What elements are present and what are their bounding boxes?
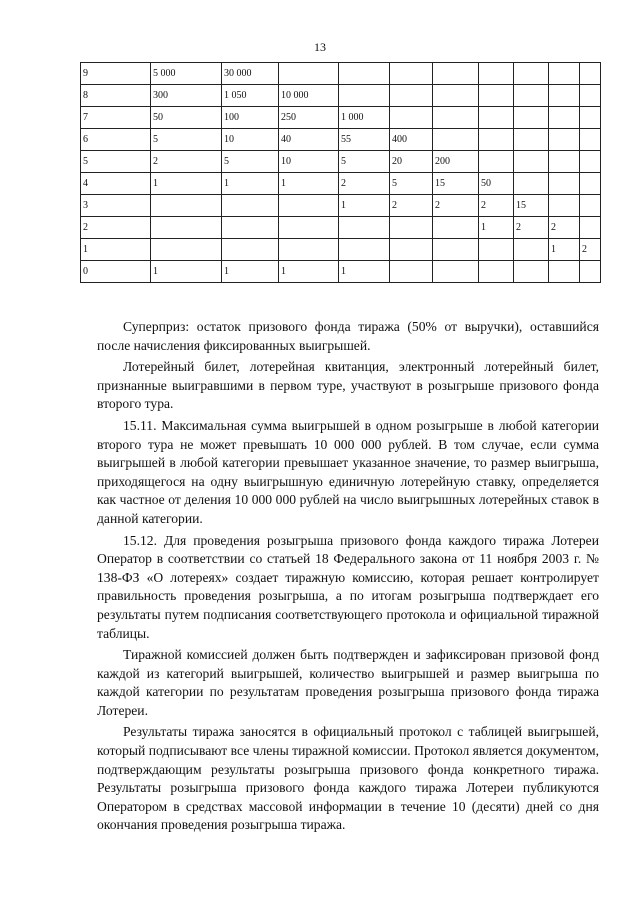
table-cell [549,261,580,283]
table-cell: 100 [222,107,279,129]
table-cell: 30 000 [222,63,279,85]
table-cell: 8 [81,85,151,107]
table-cell [580,63,601,85]
table-cell: 9 [81,63,151,85]
table-cell [549,151,580,173]
table-cell: 7 [81,107,151,129]
table-row [81,63,601,85]
table-cell [279,63,339,85]
table-cell [514,173,549,195]
table-cell: 300 [151,85,222,107]
table-cell: 2 [433,195,479,217]
table-row [81,261,601,283]
paragraph: 15.12. Для проведения розыгрыша призового фонда каждого тиража Лотереи Оператор в соответствии со статьей 18 Федерального закона от 11 ноября 2003 г. № 138-ФЗ «О лотереях» создает тиражную комиссию, которая решает контролирует правильность проведения розыгрыша, а по итогам розыгрыша подтверждает его результаты путем подписания соответствующего протокола и официальной тиражной таблицы. [97,532,599,641]
table-cell: 15 [514,195,549,217]
table-cell [433,261,479,283]
table-cell: 1 000 [339,107,390,129]
table-cell [514,151,549,173]
table-cell: 15 [433,173,479,195]
table-cell [433,217,479,239]
table-row [81,151,601,173]
paragraph: 15.11. Максимальная сумма выигрышей в одном розыгрыше в любой категории второго тура не может превышать 10 000 000 рублей. В том случае, если сумма выигрышей в любой категории превышает указанное значение, то размер выигрыша, приходящегося на одну выигрышную единичную лотерейную ставку, определяется как частное от деления 10 000 000 рублей на число выигрышных лотерейных ставок в данной категории. [97,417,599,526]
table-cell [479,107,514,129]
table-cell: 55 [339,129,390,151]
table-cell: 50 [151,107,222,129]
table-cell [433,63,479,85]
table-cell: 1 [151,173,222,195]
table-cell [433,85,479,107]
body-text [97,318,599,838]
paragraph: Результаты тиража заносятся в официальный протокол с таблицей выигрышей, который подписывают все члены тиражной комиссии. Протокол является документом, подтверждающим результаты розыгрыша призового фонда конкретного тиража. Результаты розыгрыша призового фонда каждого тиража Лотереи публикуются Оператором в средствах массовой информации в течение 10 (десяти) дней со дня окончания проведения розыгрыша тиража. [97,724,599,833]
table-cell: 1 [279,261,339,283]
prize-table [80,62,601,283]
table-cell [549,129,580,151]
table-cell [433,129,479,151]
table-cell: 5 [222,151,279,173]
table-cell [279,195,339,217]
table-row [81,129,601,151]
table-cell: 40 [279,129,339,151]
table-cell [514,239,549,261]
table-cell: 2 [580,239,601,261]
table-cell [580,195,601,217]
table-cell: 10 000 [279,85,339,107]
table-cell: 1 [339,195,390,217]
table-cell: 1 [339,261,390,283]
table-row [81,85,601,107]
paragraph: Суперприз: остаток призового фонда тиража (50% от выручки), оставшийся после начисления фиксированных выигрышей. [97,319,599,353]
table-cell: 20 [390,151,433,173]
table-cell [580,151,601,173]
table-cell [339,63,390,85]
table-cell: 2 [151,151,222,173]
table-cell [339,239,390,261]
table-cell: 3 [81,195,151,217]
table-cell: 5 [81,151,151,173]
table-cell [479,129,514,151]
table-cell: 5 [339,151,390,173]
table-cell [549,107,580,129]
table-cell [222,217,279,239]
table-cell [549,173,580,195]
table-cell: 10 [279,151,339,173]
table-cell: 2 [479,195,514,217]
table-cell [514,129,549,151]
table-cell: 5 [151,129,222,151]
table-cell: 50 [479,173,514,195]
table-cell [514,261,549,283]
table-cell: 0 [81,261,151,283]
table-cell: 10 [222,129,279,151]
table-cell: 1 [279,173,339,195]
table-cell [222,195,279,217]
table-cell [390,239,433,261]
table-row [81,195,601,217]
table-cell [279,217,339,239]
table-cell [514,107,549,129]
table-cell: 5 000 [151,63,222,85]
table-cell [580,129,601,151]
table-cell [580,217,601,239]
table-row [81,217,601,239]
table-cell: 250 [279,107,339,129]
table-cell [390,63,433,85]
table-cell [479,63,514,85]
table-cell [514,85,549,107]
table-cell [580,261,601,283]
table-cell [479,85,514,107]
table-cell [151,195,222,217]
table-cell: 2 [339,173,390,195]
table-cell [479,261,514,283]
table-cell: 1 [151,261,222,283]
paragraph: Тиражной комиссией должен быть подтвержден и зафиксирован призовой фонд каждой из категорий выигрышей, количество выигрышей и размер выигрыша по каждой категории по результатам проведения розыгрыша призового фонда тиража Лотереи. [97,647,599,718]
table-cell: 2 [81,217,151,239]
table-row [81,107,601,129]
table-cell: 400 [390,129,433,151]
table-cell: 1 [222,261,279,283]
table-cell: 6 [81,129,151,151]
table-cell [390,107,433,129]
table-cell [549,195,580,217]
table-cell [151,217,222,239]
table-cell [580,107,601,129]
table-row [81,239,601,261]
table-cell [151,239,222,261]
page-number: 13 [314,40,326,54]
table-cell [390,217,433,239]
table-cell [549,85,580,107]
table-cell: 4 [81,173,151,195]
table-cell [580,85,601,107]
table-cell: 1 [479,217,514,239]
table-cell: 1 [549,239,580,261]
table-cell: 2 [514,217,549,239]
table-cell: 1 [222,173,279,195]
table-cell: 200 [433,151,479,173]
table-cell: 1 050 [222,85,279,107]
table-cell [479,151,514,173]
table-cell [390,85,433,107]
table-cell [390,261,433,283]
table-cell [580,173,601,195]
table-cell [339,217,390,239]
table-cell: 1 [81,239,151,261]
table-cell [279,239,339,261]
table-cell [514,63,549,85]
table-cell: 5 [390,173,433,195]
paragraph: Лотерейный билет, лотерейная квитанция, электронный лотерейный билет, признанные выигравшими в первом туре, участвуют в розыгрыше призового фонда второго тура. [97,359,599,412]
table-cell [549,63,580,85]
table-row [81,173,601,195]
table-cell [433,239,479,261]
table-cell [479,239,514,261]
table-cell [339,85,390,107]
table-cell: 2 [390,195,433,217]
table-cell [222,239,279,261]
table-cell [433,107,479,129]
table-cell: 2 [549,217,580,239]
